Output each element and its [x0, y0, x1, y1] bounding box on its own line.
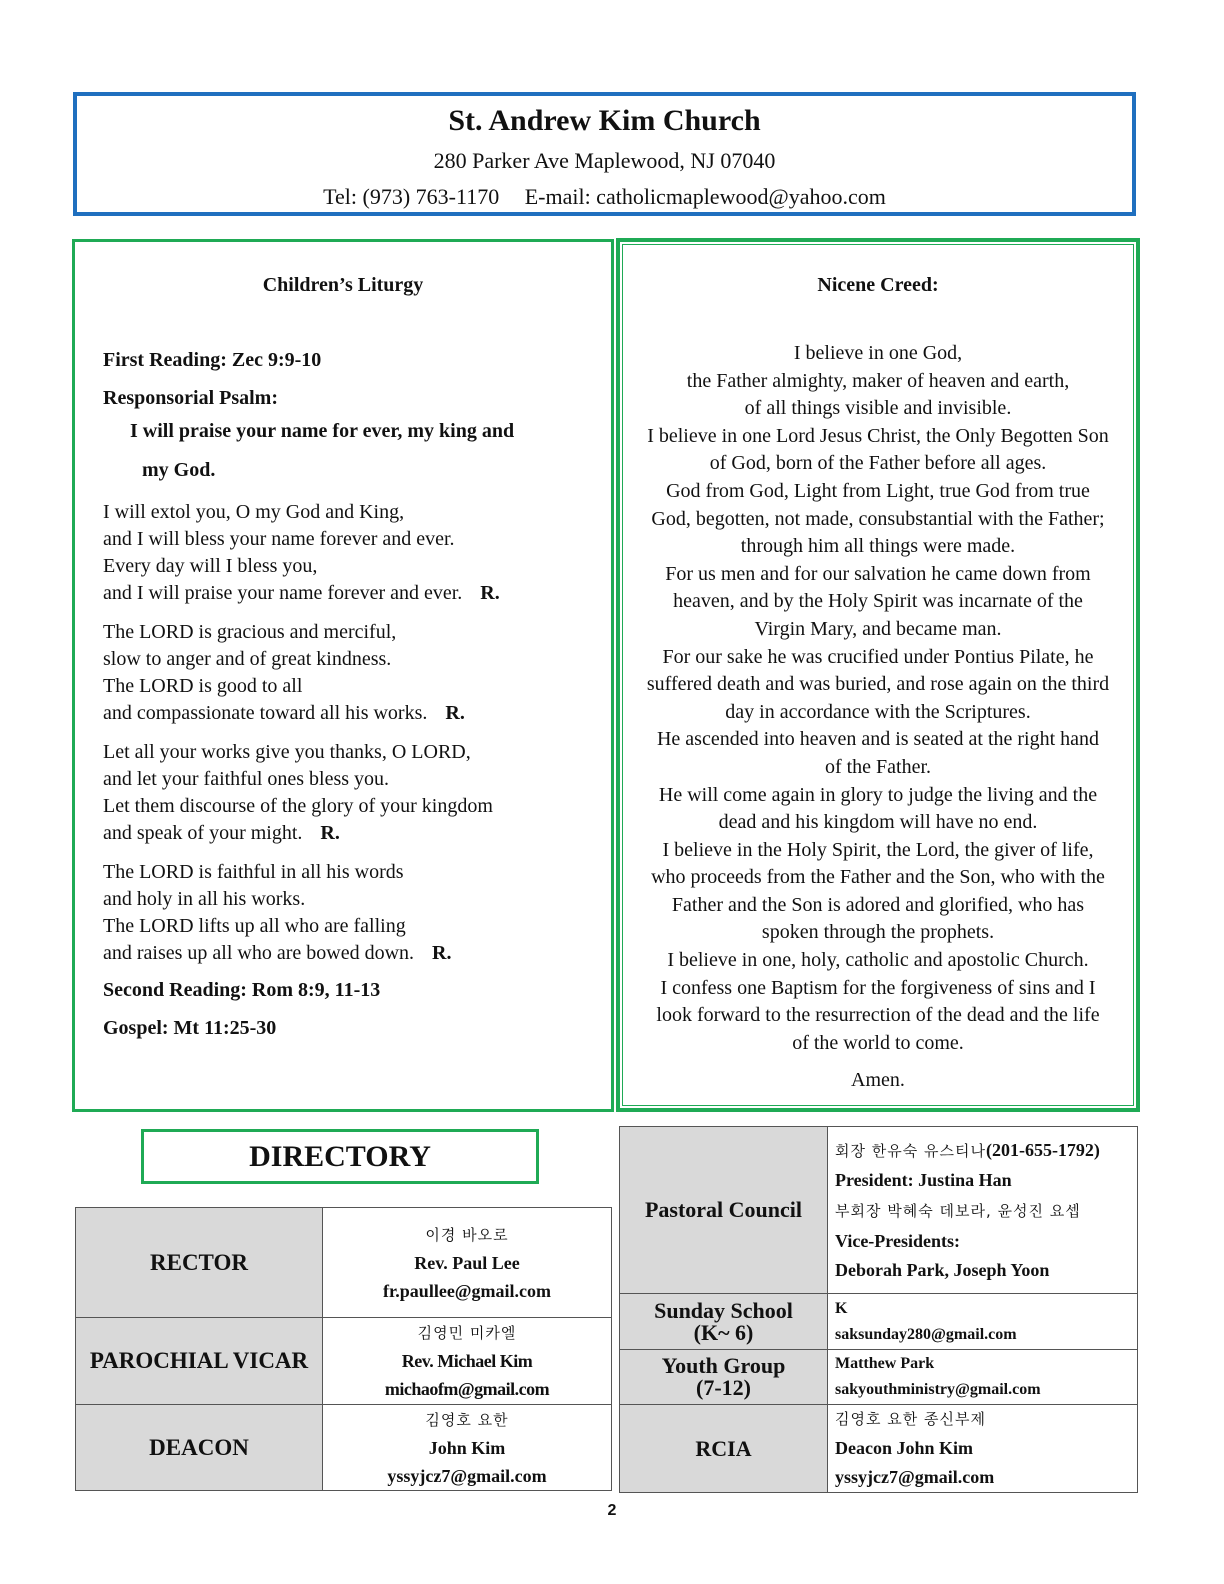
role-cell: [620, 1294, 828, 1350]
psalm-stanza: [103, 739, 603, 847]
creed-line: the Father almighty, maker of heaven and earth,: [686, 369, 1070, 392]
creed-line: I confess one Baptism for the forgiveness of sins and I: [660, 976, 1096, 999]
creed-line: heaven, and by the Holy Spirit was incarnate of the: [673, 590, 1083, 613]
contact-cell: [323, 1208, 612, 1318]
role-cell: RCIA: [620, 1405, 828, 1493]
childrens-liturgy-title: Children’s Liturgy: [262, 274, 424, 296]
stanza-line: and compassionate toward all his works.: [103, 702, 428, 724]
table-row: [620, 1294, 1138, 1350]
directory-table-right: [619, 1126, 1138, 1493]
creed-line: I believe in one God,: [793, 342, 963, 364]
table-row: [620, 1127, 1138, 1294]
creed-line: of all things visible and invisible.: [744, 397, 1012, 420]
contact-email: sakyouthministry@gmail.com: [835, 1381, 1041, 1398]
table-row: [76, 1405, 612, 1491]
contact-email: yssyjcz7@gmail.com: [387, 1465, 547, 1486]
creed-line: of the world to come.: [792, 1031, 964, 1054]
gospel-reading: Gospel: Mt 11:25-30: [103, 1017, 277, 1039]
creed-line: spoken through the prophets.: [761, 921, 995, 944]
psalm-stanza: [103, 619, 603, 727]
response-marker: R.: [320, 822, 340, 844]
stanza-line: The LORD is gracious and merciful,: [103, 621, 397, 643]
stanza-line: slow to anger and of great kindness.: [103, 648, 392, 670]
korean-name: 김영호 요한 종신부제: [835, 1410, 986, 1428]
stanza-line: and let your faithful ones bless you.: [103, 768, 390, 790]
creed-line: For us men and for our salvation he came down from: [665, 562, 1091, 585]
contact-name: K: [835, 1299, 848, 1317]
role-cell: RECTOR: [76, 1208, 323, 1318]
contact-name: Matthew Park: [835, 1355, 935, 1372]
creed-line: I believe in the Holy Spirit, the Lord, the giver of life,: [662, 838, 1094, 861]
stanza-line: and I will praise your name forever and ever.: [103, 582, 463, 604]
stanza-line: The LORD is good to all: [103, 675, 303, 697]
contact-name: John Kim: [428, 1437, 506, 1458]
creed-line: I believe in one Lord Jesus Christ, the Only Begotten Son: [647, 424, 1109, 447]
first-reading: First Reading: Zec 9:9-10: [103, 349, 322, 371]
contact-name: Rev. Paul Lee: [414, 1252, 520, 1273]
creed-line: God, begotten, not made, consubstantial with the Father;: [651, 507, 1105, 530]
contact-name: Deacon John Kim: [835, 1438, 974, 1458]
creed-line: He will come again in glory to judge the living and the: [658, 783, 1098, 806]
role-label: Sunday School: [654, 1297, 793, 1323]
creed-line: For our sake he was crucified under Pontius Pilate, he: [662, 645, 1094, 668]
page-number: 2: [607, 1502, 617, 1519]
table-row: [76, 1318, 612, 1405]
stanza-line: and holy in all his works.: [103, 888, 306, 910]
response-marker: R.: [432, 942, 452, 964]
stanza-line: I will extol you, O my God and King,: [103, 501, 405, 523]
nicene-creed-panel: [616, 238, 1140, 1112]
stanza-line: Let them discourse of the glory of your kingdom: [103, 795, 493, 817]
role-sublabel: (7-12): [696, 1375, 751, 1400]
contact-email: michaofm@gmail.com: [384, 1379, 550, 1399]
church-header: [73, 92, 1136, 216]
psalm-label: Responsorial Psalm:: [103, 387, 278, 409]
contact-cell: [828, 1405, 1138, 1493]
creed-line: who proceeds from the Father and the Son, who with the: [651, 866, 1105, 889]
contact-name: Rev. Michael Kim: [401, 1351, 533, 1371]
church-name: St. Andrew Kim Church: [448, 104, 761, 137]
role-cell: PAROCHIAL VICAR: [76, 1318, 323, 1405]
directory-title: DIRECTORY: [141, 1129, 539, 1184]
korean-name: 이경 바오로: [425, 1225, 509, 1244]
psalm-response-line: my God.: [142, 459, 216, 481]
contact-email: fr.paullee@gmail.com: [382, 1280, 552, 1301]
psalm-response: [130, 412, 603, 490]
contact-name: Deborah Park, Joseph Yoon: [835, 1259, 1050, 1280]
table-row: [620, 1405, 1138, 1493]
table-row: [620, 1350, 1138, 1405]
nicene-creed-title: Nicene Creed:: [817, 274, 939, 296]
contact-name: President: Justina Han: [835, 1169, 1012, 1190]
korean-name: 김영민 미카엘: [417, 1324, 517, 1342]
role-label: Youth Group: [661, 1353, 786, 1378]
role-cell: Pastoral Council: [620, 1127, 828, 1294]
creed-line: Father and the Son is adored and glorified, who has: [671, 893, 1085, 916]
psalm-stanza: [103, 859, 603, 967]
korean-name: 부회장 박혜숙 데보라, 윤성진 요셉: [835, 1201, 1081, 1220]
directory-table-left: [75, 1207, 612, 1491]
creed-line: of God, born of the Father before all ages.: [709, 452, 1047, 475]
creed-line: of the Father.: [824, 755, 932, 778]
stanza-line: The LORD is faithful in all his words: [103, 861, 404, 883]
role-cell: [620, 1350, 828, 1405]
creed-line: Virgin Mary, and became man.: [754, 617, 1002, 640]
creed-line: through him all things were made.: [740, 535, 1016, 558]
church-contact: [77, 184, 1132, 210]
psalm-response-line: I will praise your name for ever, my king and: [130, 420, 515, 442]
contact-cell: [323, 1318, 612, 1405]
contact-cell: [828, 1350, 1138, 1405]
church-address: 280 Parker Ave Maplewood, NJ 07040: [433, 148, 776, 173]
response-marker: R.: [480, 582, 500, 604]
stanza-line: Let all your works give you thanks, O LORD,: [103, 741, 471, 763]
creed-line: look forward to the resurrection of the dead and the life: [656, 1004, 1100, 1027]
creed-line: God from God, Light from Light, true God from true: [666, 479, 1090, 502]
stanza-line: The LORD lifts up all who are falling: [103, 915, 406, 937]
contact-cell: [828, 1127, 1138, 1294]
korean-name: 회장 한유숙 유스티나: [835, 1141, 986, 1160]
creed-line: suffered death and was buried, and rose again on the third: [646, 673, 1110, 696]
creed-line: He ascended into heaven and is seated at the right hand: [656, 728, 1100, 751]
church-email: E-mail: catholicmaplewood@yahoo.com: [524, 184, 886, 209]
contact-email: yssyjcz7@gmail.com: [835, 1467, 995, 1487]
stanza-line: Every day will I bless you,: [103, 555, 318, 577]
contact-phone: (201-655-1792): [985, 1139, 1100, 1160]
creed-line: dead and his kingdom will have no end.: [718, 811, 1038, 834]
stanza-line: and I will bless your name forever and ever.: [103, 528, 455, 550]
korean-name: 김영호 요한: [425, 1410, 509, 1429]
nicene-creed-text: [620, 340, 1136, 1095]
church-tel: Tel: (973) 763-1170: [323, 184, 500, 209]
stanza-line: and speak of your might.: [103, 822, 303, 844]
childrens-liturgy-panel: [72, 239, 614, 1112]
psalm-stanza: [103, 499, 603, 607]
contact-cell: [323, 1405, 612, 1491]
readings-list: [103, 349, 603, 1055]
contact-label: Vice-Presidents:: [835, 1230, 960, 1251]
table-row: [76, 1208, 612, 1318]
creed-line: day in accordance with the Scriptures.: [725, 700, 1031, 723]
role-sublabel: (K~ 6): [693, 1319, 754, 1345]
role-cell: DEACON: [76, 1405, 323, 1491]
response-marker: R.: [445, 702, 465, 724]
stanza-line: and raises up all who are bowed down.: [103, 942, 415, 964]
second-reading: Second Reading: Rom 8:9, 11-13: [103, 979, 381, 1001]
creed-line: I believe in one, holy, catholic and apostolic Church.: [667, 949, 1089, 972]
contact-cell: [828, 1294, 1138, 1350]
creed-amen: Amen.: [851, 1069, 905, 1092]
contact-email: saksunday280@gmail.com: [835, 1325, 1017, 1343]
